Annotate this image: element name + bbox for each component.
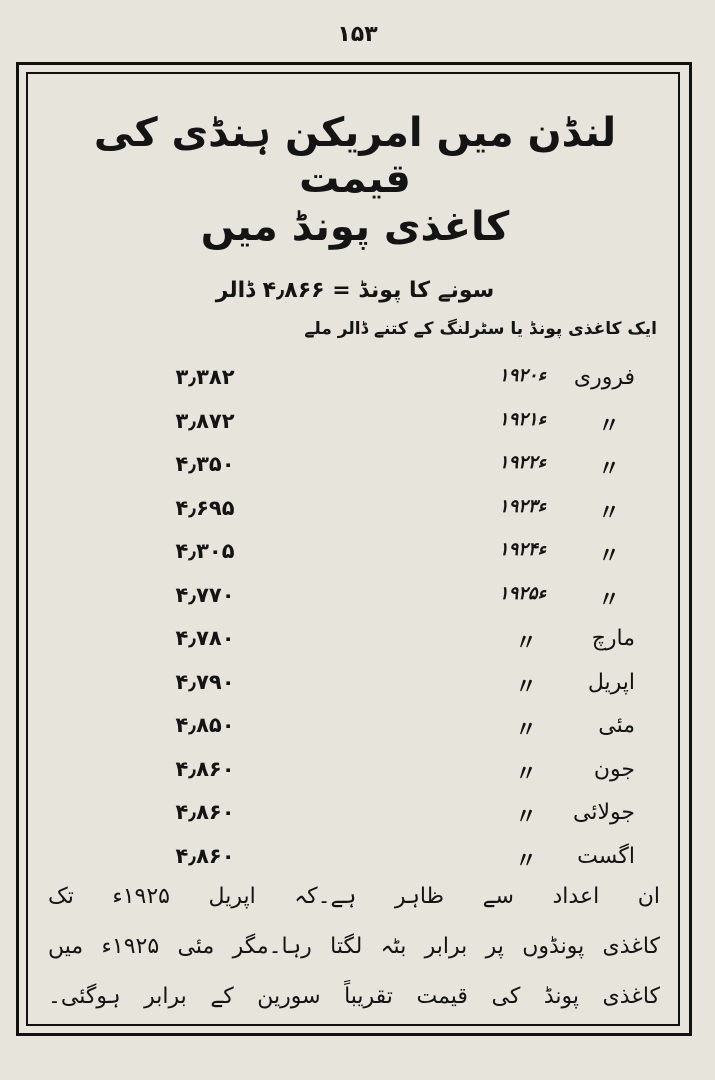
table-row — [0, 713, 715, 753]
ditto-mark: 〃 — [598, 457, 621, 482]
month-label: اگست — [577, 844, 635, 869]
ditto-mark: 〃 — [515, 805, 538, 830]
rate-value: ۳٫۳۸۲ — [175, 365, 235, 389]
table-row — [0, 583, 715, 623]
rate-value: ۴٫۷۸۰ — [175, 626, 235, 650]
table-row — [0, 800, 715, 840]
table-caption: ایک کاغذی پونڈ یا سٹرلنگ کے کتنے ڈالر ملے — [304, 319, 657, 339]
ditto-mark: 〃 — [598, 544, 621, 569]
footer-line-2: کاغذی پونڈوں پر برابر بٹہ لگتا رہا۔مگر مئی ۱۹۲۵ء میں — [48, 934, 660, 959]
rate-value: ۴٫۶۹۵ — [175, 496, 235, 520]
footer-line-1: ان اعداد سے ظاہر ہے۔کہ اپریل ۱۹۲۵ء تک — [48, 884, 661, 909]
month-label: مارچ — [591, 626, 635, 651]
table-row — [0, 365, 715, 405]
table-row — [0, 844, 715, 884]
ditto-mark: 〃 — [515, 675, 538, 700]
page-number: ۱۵۳ — [337, 22, 378, 47]
rate-value: ۴٫۳۵۰ — [175, 452, 235, 476]
table-row — [0, 496, 715, 536]
page-subtitle-heading: کاغذی پونڈ میں — [200, 204, 510, 250]
year-label: ۱۹۲۳ء — [498, 496, 547, 517]
ditto-mark: 〃 — [515, 631, 538, 656]
rate-value: ۴٫۸۶۰ — [175, 844, 235, 868]
month-label: مئی — [598, 713, 635, 738]
rate-value: ۴٫۷۹۰ — [175, 670, 235, 694]
footer-line-3: کاغذی پونڈ کی قیمت تقریباً سورین کے برابر ہوگئی۔ — [48, 984, 660, 1009]
month-label: اپریل — [587, 670, 635, 695]
month-label: فروری — [573, 365, 635, 390]
year-label: ۱۹۲۵ء — [498, 583, 547, 604]
ditto-mark: 〃 — [515, 849, 538, 874]
ditto-mark: 〃 — [515, 718, 538, 743]
ditto-mark: 〃 — [598, 414, 621, 439]
table-row — [0, 626, 715, 666]
month-label: جون — [593, 757, 635, 782]
table-row — [0, 452, 715, 492]
ditto-mark: 〃 — [515, 762, 538, 787]
table-row — [0, 670, 715, 710]
rate-value: ۴٫۸۶۰ — [175, 757, 235, 781]
rate-value: ۴٫۸۵۰ — [175, 713, 235, 737]
ditto-mark: 〃 — [598, 501, 621, 526]
table-row — [0, 539, 715, 579]
page-title: لنڈن میں امریکن ہنڈی کی قیمت — [93, 110, 617, 202]
year-label: ۱۹۲۲ء — [498, 452, 547, 473]
rate-value: ۴٫۸۶۰ — [175, 800, 235, 824]
rate-value: ۴٫۷۷۰ — [175, 583, 235, 607]
table-row — [0, 757, 715, 797]
ditto-mark: 〃 — [598, 588, 621, 613]
year-label: ۱۹۲۰ء — [498, 365, 547, 386]
month-label: جولائی — [573, 800, 635, 825]
rate-value: ۴٫۳۰۵ — [175, 539, 235, 563]
year-label: ۱۹۲۱ء — [498, 409, 547, 430]
gold-pound-rate: سونے کا پونڈ = ۴٫۸۶۶ ڈالر — [215, 278, 495, 303]
table-row — [0, 409, 715, 449]
rate-value: ۳٫۸۷۲ — [175, 409, 235, 433]
year-label: ۱۹۲۴ء — [498, 539, 547, 560]
